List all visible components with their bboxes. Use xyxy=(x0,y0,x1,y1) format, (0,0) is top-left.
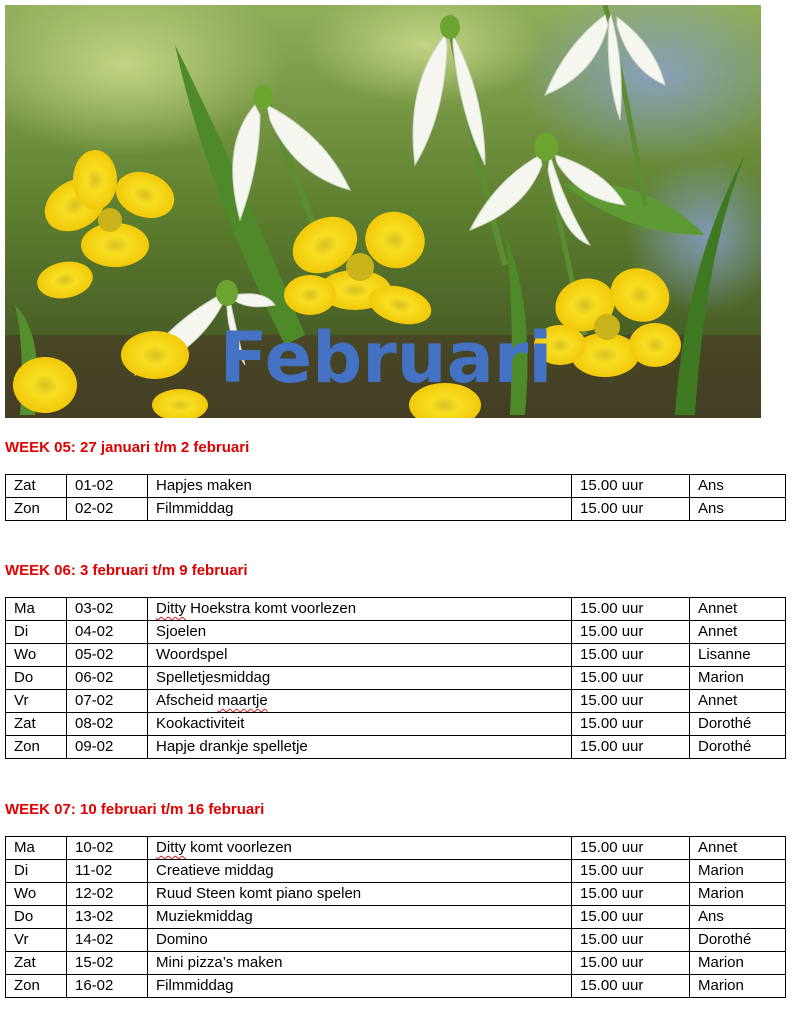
table-row xyxy=(6,713,786,736)
host-cell: Marion xyxy=(690,952,786,975)
activity-cell: Hapje drankje spelletje xyxy=(148,736,572,759)
day-cell: Zon xyxy=(6,736,67,759)
activity-text: Ditty xyxy=(156,600,186,617)
day-cell: Di xyxy=(6,621,67,644)
activity-text: maartje xyxy=(217,692,268,709)
schedule-table xyxy=(5,597,786,759)
table-row xyxy=(6,690,786,713)
table-row xyxy=(6,498,786,521)
date-cell: 16-02 xyxy=(67,975,148,998)
day-cell: Vr xyxy=(6,690,67,713)
activity-cell: Domino xyxy=(148,929,572,952)
activity-text: Afscheid xyxy=(156,692,218,709)
table-row xyxy=(6,736,786,759)
week-heading: WEEK 05: 27 januari t/m 2 februari xyxy=(5,439,250,456)
time-cell: 15.00 uur xyxy=(572,975,690,998)
time-cell: 15.00 uur xyxy=(572,713,690,736)
date-cell: 05-02 xyxy=(67,644,148,667)
date-cell: 07-02 xyxy=(67,690,148,713)
date-cell: 10-02 xyxy=(67,837,148,860)
time-cell: 15.00 uur xyxy=(572,906,690,929)
activity-text: komt voorlezen xyxy=(186,839,292,856)
host-cell: Marion xyxy=(690,667,786,690)
activity-cell: Creatieve middag xyxy=(148,860,572,883)
time-cell: 15.00 uur xyxy=(572,952,690,975)
activity-cell: Hapjes maken xyxy=(148,475,572,498)
date-cell: 01-02 xyxy=(67,475,148,498)
time-cell: 15.00 uur xyxy=(572,690,690,713)
date-cell: 14-02 xyxy=(67,929,148,952)
activity-cell: Ruud Steen komt piano spelen xyxy=(148,883,572,906)
schedule-table xyxy=(5,836,786,998)
table-row xyxy=(6,475,786,498)
day-cell: Zon xyxy=(6,975,67,998)
day-cell: Vr xyxy=(6,929,67,952)
day-cell: Zat xyxy=(6,713,67,736)
table-row xyxy=(6,906,786,929)
date-cell: 09-02 xyxy=(67,736,148,759)
time-cell: 15.00 uur xyxy=(572,475,690,498)
date-cell: 11-02 xyxy=(67,860,148,883)
day-cell: Di xyxy=(6,860,67,883)
time-cell: 15.00 uur xyxy=(572,621,690,644)
activity-cell xyxy=(148,690,572,713)
week-heading: WEEK 07: 10 februari t/m 16 februari xyxy=(5,801,265,818)
date-cell: 03-02 xyxy=(67,598,148,621)
table-row xyxy=(6,621,786,644)
activity-cell: Sjoelen xyxy=(148,621,572,644)
activity-cell: Kookactiviteit xyxy=(148,713,572,736)
time-cell: 15.00 uur xyxy=(572,837,690,860)
time-cell: 15.00 uur xyxy=(572,929,690,952)
table-row xyxy=(6,929,786,952)
time-cell: 15.00 uur xyxy=(572,644,690,667)
host-cell: Dorothé xyxy=(690,929,786,952)
host-cell: Lisanne xyxy=(690,644,786,667)
activity-cell: Filmmiddag xyxy=(148,498,572,521)
time-cell: 15.00 uur xyxy=(572,883,690,906)
table-row xyxy=(6,860,786,883)
date-cell: 13-02 xyxy=(67,906,148,929)
table-row xyxy=(6,667,786,690)
table-row xyxy=(6,883,786,906)
date-cell: 08-02 xyxy=(67,713,148,736)
date-cell: 12-02 xyxy=(67,883,148,906)
host-cell: Ans xyxy=(690,475,786,498)
activity-cell: Spelletjesmiddag xyxy=(148,667,572,690)
time-cell: 15.00 uur xyxy=(572,860,690,883)
activity-text: Ditty xyxy=(156,839,186,856)
banner-image xyxy=(5,5,761,418)
page-title: Februari xyxy=(219,317,553,399)
day-cell: Ma xyxy=(6,837,67,860)
host-cell: Marion xyxy=(690,883,786,906)
table-row xyxy=(6,598,786,621)
time-cell: 15.00 uur xyxy=(572,598,690,621)
day-cell: Ma xyxy=(6,598,67,621)
activity-cell: Mini pizza’s maken xyxy=(148,952,572,975)
host-cell: Ans xyxy=(690,498,786,521)
date-cell: 15-02 xyxy=(67,952,148,975)
host-cell: Dorothé xyxy=(690,736,786,759)
host-cell: Annet xyxy=(690,598,786,621)
day-cell: Do xyxy=(6,906,67,929)
activity-cell: Filmmiddag xyxy=(148,975,572,998)
activity-cell xyxy=(148,598,572,621)
table-row xyxy=(6,952,786,975)
table-row xyxy=(6,644,786,667)
activity-cell: Woordspel xyxy=(148,644,572,667)
host-cell: Annet xyxy=(690,621,786,644)
day-cell: Zat xyxy=(6,952,67,975)
time-cell: 15.00 uur xyxy=(572,736,690,759)
activity-cell xyxy=(148,837,572,860)
date-cell: 06-02 xyxy=(67,667,148,690)
host-cell: Ans xyxy=(690,906,786,929)
day-cell: Do xyxy=(6,667,67,690)
table-row xyxy=(6,975,786,998)
date-cell: 04-02 xyxy=(67,621,148,644)
week-heading: WEEK 06: 3 februari t/m 9 februari xyxy=(5,562,248,579)
day-cell: Zon xyxy=(6,498,67,521)
day-cell: Wo xyxy=(6,883,67,906)
host-cell: Dorothé xyxy=(690,713,786,736)
time-cell: 15.00 uur xyxy=(572,667,690,690)
table-row xyxy=(6,837,786,860)
host-cell: Annet xyxy=(690,837,786,860)
day-cell: Wo xyxy=(6,644,67,667)
activity-cell: Muziekmiddag xyxy=(148,906,572,929)
schedule-table xyxy=(5,474,786,521)
host-cell: Marion xyxy=(690,860,786,883)
host-cell: Annet xyxy=(690,690,786,713)
day-cell: Zat xyxy=(6,475,67,498)
time-cell: 15.00 uur xyxy=(572,498,690,521)
activity-text: Hoekstra komt voorlezen xyxy=(186,600,357,617)
date-cell: 02-02 xyxy=(67,498,148,521)
host-cell: Marion xyxy=(690,975,786,998)
